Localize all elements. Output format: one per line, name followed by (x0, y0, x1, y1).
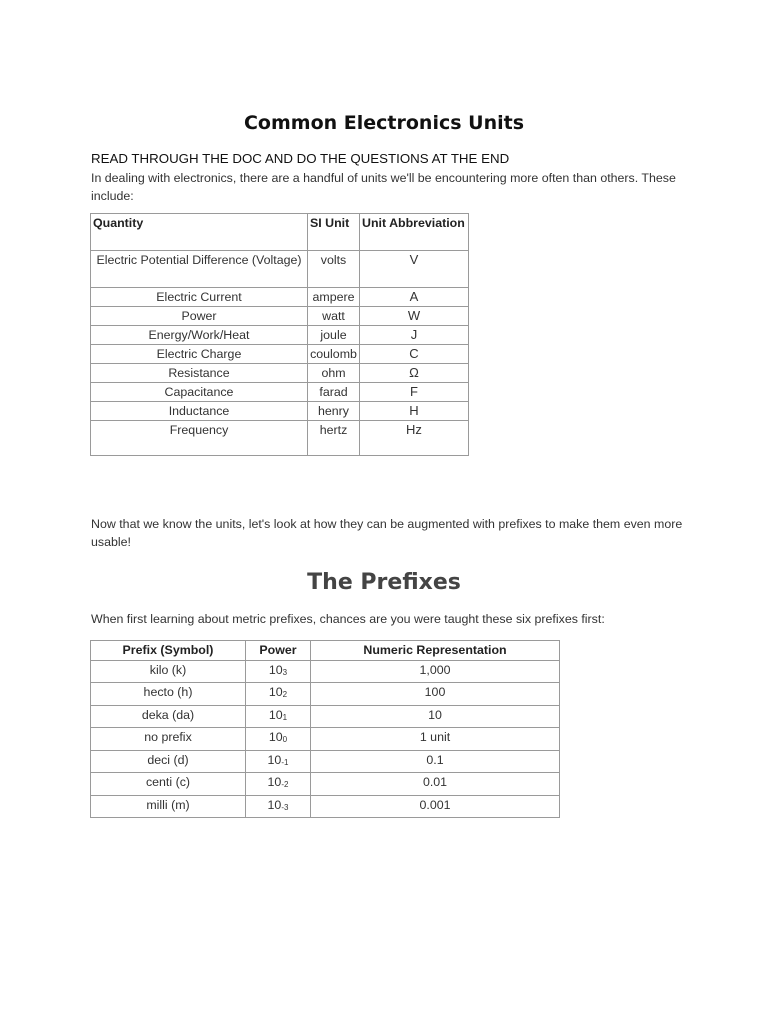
quantity-cell: Capacitance (91, 383, 308, 402)
abbreviation-cell: Hz (360, 421, 469, 456)
quantity-cell: Electric Current (91, 288, 308, 307)
table-row (91, 773, 560, 796)
power-exponent: 1 (282, 712, 288, 722)
power-base: 10 (267, 775, 282, 789)
power-cell (246, 728, 311, 751)
quantity-cell: Power (91, 307, 308, 326)
header-numeric-representation: Numeric Representation (311, 641, 560, 661)
numeric-cell: 0.1 (311, 750, 560, 773)
table-row (91, 345, 469, 364)
intro-paragraph: In dealing with electronics, there are a handful of units we'll be encountering more often than others. These include: (91, 171, 676, 203)
si-unit-cell: ampere (308, 288, 360, 307)
prefixes-intro-paragraph: When first learning about metric prefixes, chances are you were taught these six prefixes first: (91, 612, 605, 626)
power-cell (246, 683, 311, 706)
table-row (91, 705, 560, 728)
power-exponent: -2 (281, 780, 289, 789)
power-base: 10 (268, 685, 283, 699)
power-cell (246, 660, 311, 683)
power-cell (246, 773, 311, 796)
table-row (91, 251, 469, 288)
units-table-header-row (91, 214, 469, 251)
power-cell (246, 795, 311, 818)
prefix-cell: centi (c) (91, 773, 246, 796)
power-base: 10 (267, 797, 282, 812)
power-base: 10 (267, 752, 282, 767)
si-unit-cell: henry (308, 402, 360, 421)
si-unit-cell: watt (308, 307, 360, 326)
table-row (91, 660, 560, 683)
prefixes-heading: The Prefixes (307, 570, 461, 595)
table-row (91, 402, 469, 421)
header-si-unit: SI Unit (308, 214, 360, 251)
quantity-cell: Resistance (91, 364, 308, 383)
quantity-cell: Electric Charge (91, 345, 308, 364)
quantity-cell: Inductance (91, 402, 308, 421)
table-row (91, 750, 560, 773)
abbreviation-cell: A (360, 288, 469, 307)
power-base: 10 (268, 662, 283, 677)
power-exponent: 0 (282, 735, 288, 744)
page-title: Common Electronics Units (243, 112, 525, 134)
quantity-cell: Electric Potential Difference (Voltage) (91, 251, 308, 288)
header-power: Power (246, 641, 311, 661)
table-row (91, 383, 469, 402)
table-row (91, 307, 469, 326)
si-unit-cell: volts (308, 251, 360, 288)
abbreviation-cell: W (360, 307, 469, 326)
quantity-cell: Energy/Work/Heat (91, 326, 308, 345)
prefixes-table (90, 640, 560, 818)
numeric-cell: 1,000 (311, 660, 560, 683)
power-exponent: -1 (281, 757, 289, 767)
prefix-cell: deka (da) (91, 705, 246, 728)
table-row (91, 288, 469, 307)
power-cell (246, 705, 311, 728)
abbreviation-cell: C (360, 345, 469, 364)
instruction-text: READ THROUGH THE DOC AND DO THE QUESTIONS AT THE END (91, 151, 510, 166)
abbreviation-cell: H (360, 402, 469, 421)
quantity-cell: Frequency (91, 421, 308, 456)
numeric-cell: 10 (311, 705, 560, 728)
table-row (91, 326, 469, 345)
header-prefix-symbol: Prefix (Symbol) (91, 641, 246, 661)
table-row (91, 421, 469, 456)
abbreviation-cell: J (360, 326, 469, 345)
prefix-cell: hecto (h) (91, 683, 246, 706)
numeric-cell: 1 unit (311, 728, 560, 751)
si-unit-cell: coulomb (308, 345, 360, 364)
table-row (91, 728, 560, 751)
abbreviation-cell: F (360, 383, 469, 402)
prefix-cell: kilo (k) (91, 660, 246, 683)
si-unit-cell: hertz (308, 421, 360, 456)
si-unit-cell: farad (308, 383, 360, 402)
power-exponent: 3 (282, 667, 288, 677)
table-row (91, 795, 560, 818)
numeric-cell: 100 (311, 683, 560, 706)
numeric-cell: 0.01 (311, 773, 560, 796)
abbreviation-cell: V (360, 251, 469, 288)
abbreviation-cell: Ω (360, 364, 469, 383)
power-exponent: -3 (281, 802, 289, 812)
units-table (90, 213, 469, 456)
table-row (91, 683, 560, 706)
header-unit-abbreviation: Unit Abbreviation (360, 214, 469, 251)
si-unit-cell: ohm (308, 364, 360, 383)
transition-paragraph: Now that we know the units, let's look at how they can be augmented with prefixes to make them even more usable! (91, 517, 683, 549)
table-row (91, 364, 469, 383)
prefixes-table-header-row (91, 641, 560, 661)
prefix-cell: deci (d) (91, 750, 246, 773)
power-base: 10 (268, 730, 283, 744)
power-base: 10 (268, 707, 283, 722)
header-quantity: Quantity (91, 214, 308, 251)
si-unit-cell: joule (308, 326, 360, 345)
prefix-cell: milli (m) (91, 795, 246, 818)
power-cell (246, 750, 311, 773)
power-exponent: 2 (282, 690, 288, 699)
prefix-cell: no prefix (91, 728, 246, 751)
numeric-cell: 0.001 (311, 795, 560, 818)
